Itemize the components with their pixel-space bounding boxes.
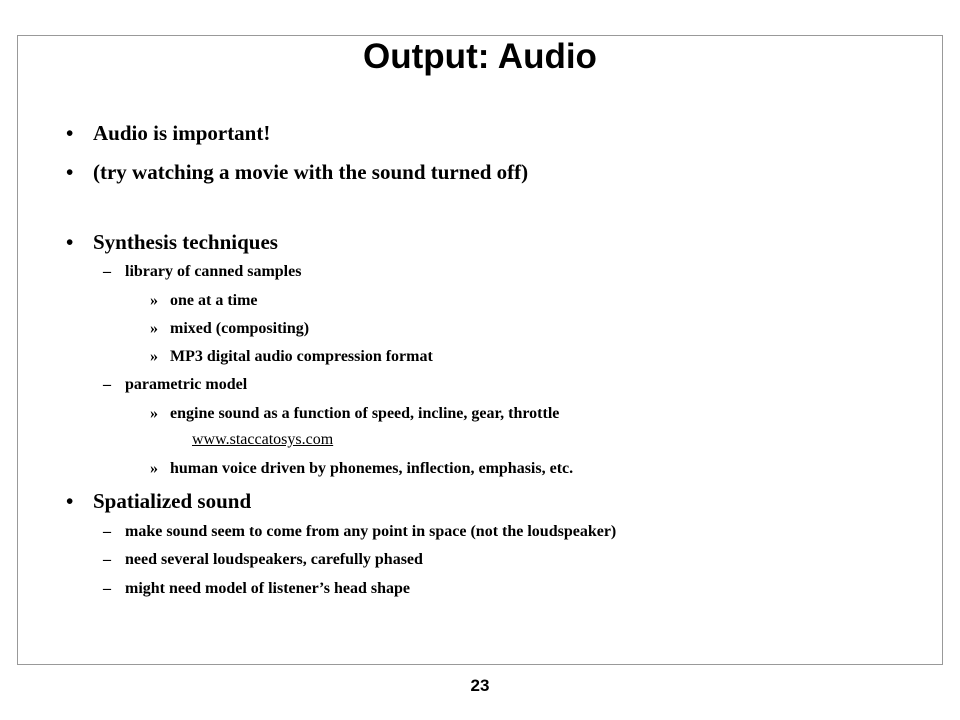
dash-marker: – bbox=[103, 523, 111, 540]
slide-title: Output: Audio bbox=[363, 37, 597, 76]
bullet-item bbox=[66, 230, 278, 254]
sub-sub-item bbox=[150, 319, 309, 339]
sub-sub-item bbox=[150, 404, 559, 424]
chevron-marker: » bbox=[150, 292, 158, 309]
sub-item bbox=[103, 262, 301, 282]
sub-item bbox=[103, 522, 616, 542]
sub-item-text: might need model of listener’s head shape bbox=[125, 580, 411, 597]
bullet-text: (try watching a movie with the sound turned off) bbox=[93, 160, 529, 184]
sub-sub-item-text: engine sound as a function of speed, incline, gear, throttle bbox=[170, 405, 560, 422]
sub-sub-item-text: one at a time bbox=[170, 292, 258, 309]
sub-item bbox=[103, 375, 247, 395]
sub-item-text: library of canned samples bbox=[125, 263, 302, 280]
sub-item bbox=[103, 550, 423, 570]
page-number: 23 bbox=[470, 676, 490, 695]
sub-sub-item bbox=[150, 347, 433, 367]
bullet-item bbox=[66, 160, 528, 184]
sub-sub-item-text: mixed (compositing) bbox=[170, 320, 310, 337]
bullet-item bbox=[66, 489, 251, 513]
bullet-item bbox=[66, 121, 270, 145]
dash-marker: – bbox=[103, 551, 111, 568]
chevron-marker: » bbox=[150, 460, 158, 477]
bullet-marker: • bbox=[66, 121, 74, 145]
chevron-marker: » bbox=[150, 320, 158, 337]
bullet-text: Spatialized sound bbox=[93, 489, 252, 513]
staccatosys-link[interactable]: www.staccatosys.com bbox=[192, 431, 334, 448]
chevron-marker: » bbox=[150, 348, 158, 365]
sub-sub-item bbox=[150, 459, 573, 479]
sub-sub-item-text: MP3 digital audio compression format bbox=[170, 348, 433, 365]
bullet-marker: • bbox=[66, 160, 74, 184]
dash-marker: – bbox=[103, 580, 111, 597]
sub-item-text: parametric model bbox=[125, 376, 248, 393]
dash-marker: – bbox=[103, 263, 111, 280]
bullet-text: Audio is important! bbox=[93, 121, 271, 145]
sub-sub-item bbox=[150, 291, 258, 311]
bullet-text: Synthesis techniques bbox=[93, 230, 278, 254]
sub-item bbox=[103, 579, 410, 599]
bullet-marker: • bbox=[66, 489, 74, 513]
bullet-marker: • bbox=[66, 230, 74, 254]
sub-item-text: make sound seem to come from any point in space (not the loudspeaker) bbox=[125, 523, 617, 540]
chevron-marker: » bbox=[150, 405, 158, 422]
dash-marker: – bbox=[103, 376, 111, 393]
sub-item-text: need several loudspeakers, carefully phased bbox=[125, 551, 423, 568]
sub-sub-item-text: human voice driven by phonemes, inflection, emphasis, etc. bbox=[170, 460, 574, 477]
